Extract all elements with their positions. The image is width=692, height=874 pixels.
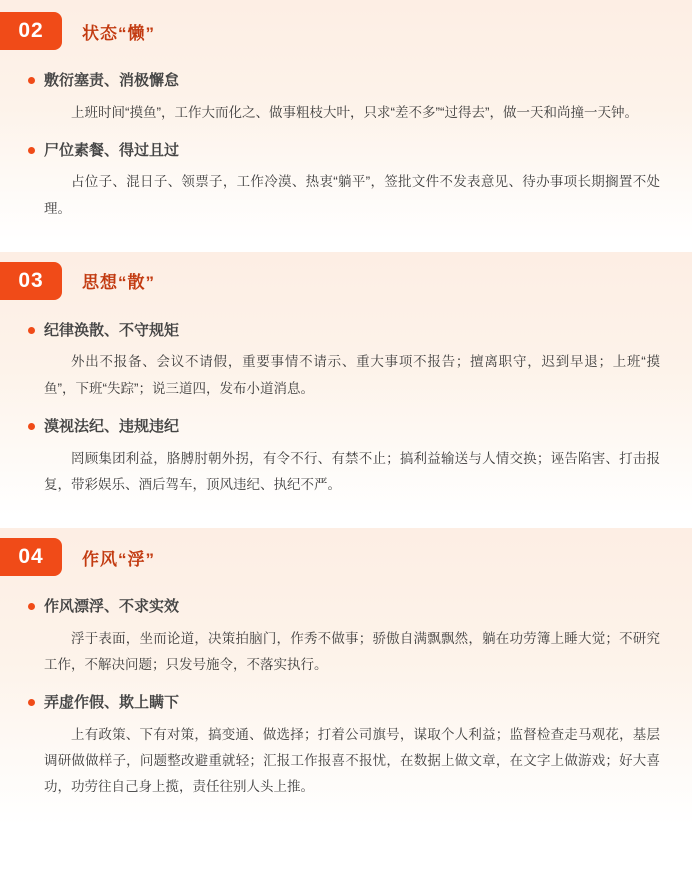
item-body-text: 外出不报备、会议不请假，重要事情不请示、重大事项不报告；擅离职守，迟到早退；上班“摸鱼”，下班“失踪”；说三道四，发布小道消息。 xyxy=(44,354,660,396)
item-heading xyxy=(28,416,662,439)
item-body-text: 上班时间“摸鱼”，工作大而化之、做事粗枝大叶，只求“差不多”“过得去”，做一天和尚撞一天钟。 xyxy=(71,104,638,120)
item-body-text: 罔顾集团利益，胳膊肘朝外拐，有令不行、有禁不止；搞利益输送与人情交换；诬告陷害、打击报复，带彩娱乐、酒后驾车，顶风违纪、执纪不严。 xyxy=(44,450,660,492)
section-04 xyxy=(0,528,692,825)
list-item xyxy=(0,416,692,498)
section-header xyxy=(0,252,692,306)
bullet-icon xyxy=(28,603,35,610)
section-number-badge: 02 xyxy=(0,12,62,50)
bullet-icon xyxy=(28,699,35,706)
section-number-badge: 04 xyxy=(0,538,62,576)
section-02 xyxy=(0,0,692,240)
section-header xyxy=(0,2,692,56)
item-heading-text: 尸位素餐、得过且过 xyxy=(44,141,180,159)
bullet-icon xyxy=(28,147,35,154)
bullet-icon xyxy=(28,77,35,84)
item-heading xyxy=(28,596,662,619)
item-heading xyxy=(28,692,662,715)
list-item xyxy=(0,596,692,678)
item-heading-text: 漠视法纪、违规违纪 xyxy=(44,418,180,436)
list-item xyxy=(0,692,692,800)
item-heading xyxy=(28,320,662,343)
item-body-text: 上有政策、下有对策，搞变通、做选择；打着公司旗号，谋取个人利益；监督检查走马观花，基层调研做做样子，问题整改避重就轻；汇报工作报喜不报忧，在数据上做文章，在文字上做游戏；好大喜功，功劳往自己身上揽，责任往别人头上推。 xyxy=(44,726,660,795)
section-title: 思想“散” xyxy=(82,273,155,293)
section-header xyxy=(0,528,692,582)
section-03 xyxy=(0,252,692,516)
item-heading-text: 敷衍塞责、消极懈怠 xyxy=(44,72,180,89)
list-item xyxy=(0,70,692,126)
section-title: 状态“懒” xyxy=(82,23,155,43)
section-title: 作风“浮” xyxy=(82,549,155,569)
list-item xyxy=(0,320,692,402)
bullet-icon xyxy=(28,327,35,334)
item-heading-text: 弄虚作假、欺上瞒下 xyxy=(44,694,180,712)
list-item xyxy=(0,140,692,222)
item-heading xyxy=(28,140,662,163)
section-number-badge: 03 xyxy=(0,262,62,300)
item-heading xyxy=(28,70,662,93)
bullet-icon xyxy=(28,423,35,430)
item-body-text: 占位子、混日子、领票子，工作冷漠、热衷“躺平”，签批文件不发表意见、待办事项长期搁置不处理。 xyxy=(44,174,660,216)
item-heading-text: 作风漂浮、不求实效 xyxy=(44,598,180,616)
item-body-text: 浮于表面，坐而论道，决策拍脑门，作秀不做事；骄傲自满飘飘然，躺在功劳簿上睡大觉；不研究工作，不解决问题；只发号施令，不落实执行。 xyxy=(44,630,660,672)
item-heading-text: 纪律涣散、不守规矩 xyxy=(44,321,180,339)
